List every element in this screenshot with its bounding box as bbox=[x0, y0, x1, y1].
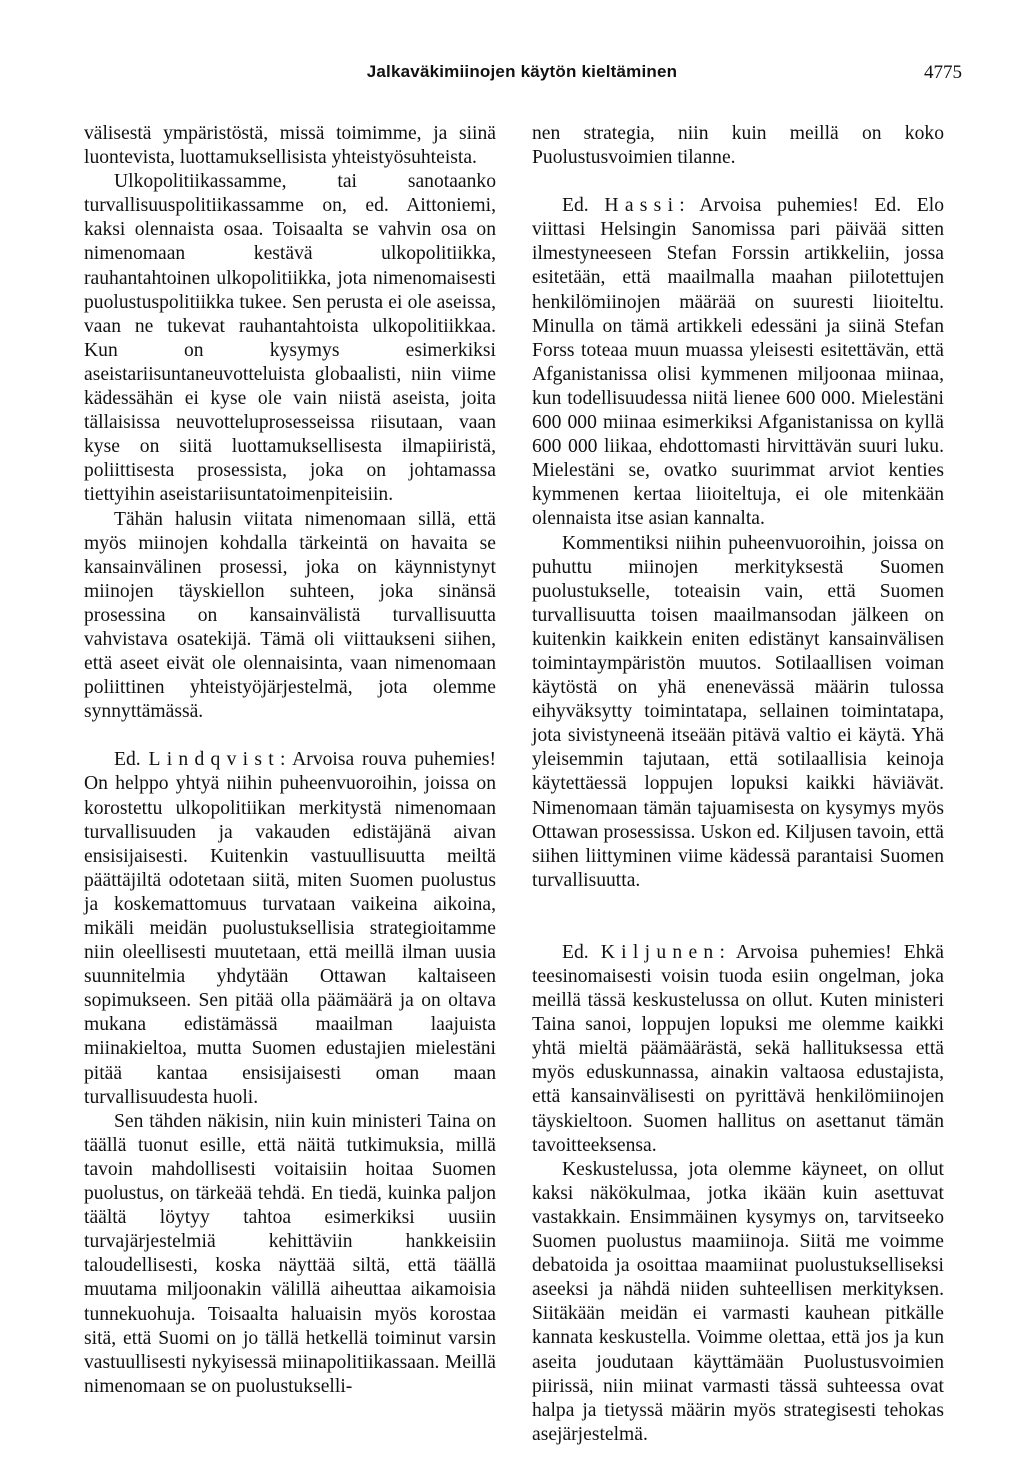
speaker-name: Hassi bbox=[604, 195, 680, 217]
paragraph: Ulkopolitiikassamme, tai sanotaanko turvallisuuspolitiikassamme on, ed. Aittoniemi, kaksi olennaista osaa. Toisaalta se vahvin osa on nimenomaan kestävä ulkopolitiikka, rauhantahtoinen ulkopolitiikka, jota nimenomaisesti puolustuspolitiikka tukee. Sen perusta ei ole aseissa, vaan ne tukevat rauhantahtoista ulkopolitiikkaa. Kun on kysymys esimerkiksi aseistariisuntaneuvotteluista globaalisti, niin viime kädessähän ei kyse ole vain niistä aseista, joita tällaisissa neuvotteluprosesseissa riisutaan, vaan kyse on siitä luottamuksellisesta ilmapiiristä, poliittisesta prosessista, joka on johtamassa tiettyihin aseistariisuntatoimenpiteisiin. bbox=[84, 171, 496, 506]
running-header bbox=[82, 62, 962, 88]
speech-paragraph bbox=[532, 941, 944, 1158]
paragraph: Sen tähden näkisin, niin kuin ministeri Taina on täällä tuonut esille, että näitä tutkimuksia, millä tavoin mahdollisesti voitaisiin hoitaa Suomen puolustus, on tärkeää tehdä. En tiedä, kuinka paljon täältä löytyy tahtoa esimerkiksi uusiin turvajärjestelmiä kehittäviin hankkeisiin taloudellisesti, koska näyttää siltä, että täällä muutama miljoonakin välillä aiheuttaa aikamoisia tunnekuohuja. Toisaalta haluaisin myös korostaa sitä, että Suomi on jo tällä hetkellä toiminut varsin vastuullisesti nykyisessä miinapolitiikassaan. Meillä nimenomaan se on puolustukselli- bbox=[84, 1110, 496, 1397]
speech-text: : Arvoisa puhemies! Ed. Elo viittasi Helsingin Sanomissa pari päivää sitten ilmestyneeseen Stefan Forssin artikkeliin, jossa esitetään, että maailmalla maahan piilotettujen henkilömiinojen määrää on suuresti liioiteltu. Minulla on tämä artikkeli edessäni ja siinä Stefan Forss toteaa muun muassa yleisesti esitettävän, että Afganistanissa olisi kymmenen miljoonaa miinaa, kun todellisuudessa niitä lienee 600 000. Mielestäni 600 000 miinaa esimerkiksi Afganistanissa on kyllä 600 000 liikaa, ehdottomasti hirvittävän suuri luku. Mielestäni se, ovatko suurimmat arviot kenties kymmenen kertaa liioiteltuja, ei ole mitenkään olennaista itse asian kannalta. bbox=[532, 195, 945, 530]
right-column bbox=[532, 122, 944, 1447]
paragraph: nen strategia, niin kuin meillä on koko Puolustusvoimien tilanne. bbox=[532, 123, 944, 169]
page-number: 4775 bbox=[924, 62, 962, 83]
speaker-name: Lindqvist bbox=[148, 749, 281, 771]
speech-prefix: Ed. bbox=[114, 749, 141, 771]
paragraph: Tähän halusin viitata nimenomaan sillä, että myös miinojen kohdalla tärkeintä on havaita se kansainvälinen prosessi, joka on käynnistynyt miinojen täyskiellon suhteen, joka sinänsä prosessina on kansainvälistä turvallisuutta vahvistava osatekijä. Tämä oli viittaukseni siihen, että aseet eivät ole olennaisinta, vaan nimenomaan poliittinen yhteistyöjärjestelmä, jota olemme synnyttämässä. bbox=[84, 508, 496, 723]
speech-paragraph bbox=[84, 748, 496, 1109]
paragraph: välisestä ympäristöstä, missä toimimme, ja siinä luontevista, luottamuksellisista yhteistyösuhteista. bbox=[84, 123, 496, 169]
paragraph: Kommentiksi niihin puheenvuoroihin, joissa on puhuttu miinojen merkityksestä Suomen puolustukselle, toteaisin vain, että Suomen turvallisuutta toisen maailmansodan jälkeen on kuitenkin kaikkein eniten edistänyt kansainvälisen toimintaympäristön muutos. Sotilaallisen voiman käytöstä on yhä enenevässä määrin tulossa eihyväksytty toimintatapa, sellainen toimintatapa, jota sivistyneenä itseään pitävä valtio ei käytä. Yhä yleisemmin tajutaan, että sotilaallisia keinoja käytettäessä loppujen lopuksi kaikki häviävät. Nimenomaan tämän tajuamisesta on kysymys myös Ottawan prosessissa. Uskon ed. Kiljusen tavoin, että siihen liittyminen viime kädessä parantaisi Suomen turvallisuutta. bbox=[532, 532, 944, 891]
speech-text: : Arvoisa rouva puhemies! On helppo yhtyä niihin puheenvuoroihin, joissa on korostettu ulkopolitiikan merkitystä nimenomaan turvallisuuden ja vakauden edistäjänä aivan ensisijaisesti. Kuitenkin vastuullisuutta meiltä päättäjiltä odotetaan siitä, miten Suomen puolustus ja koskemattomuus turvataan vaikeina aikoina, mikäli meidän puolustuksellisia strategioitamme niin oleellisesti muutetaan, että meillä ilman uusia suunnitelmia yhdytään Ottawan kaltaiseen sopimukseen. Sen pitää olla päämäärä ja on oltava mukana edistämässä maailman laajuista miinakieltoa, mutta Suomen edustajien mielestäni pitää kantaa ensisijaisesti oman maan turvallisuudesta huoli. bbox=[84, 749, 496, 1108]
speech-prefix: Ed. bbox=[562, 195, 589, 217]
speech-text: : Arvoisa puhemies! Ehkä teesinomaisesti voisin tuoda esiin ongelman, joka meillä tässä keskustelussa on ollut. Kuten ministeri Taina sanoi, loppujen lopuksi me olemme kaikki yhtä mieltä päämäärästä, sekä hallituksessa että myös eduskunnassa, ainakin valtaosa edustajista, että kansainvälisesti on pyrittävä henkilömiinojen täyskieltoon. Suomen hallitus on asettanut tämän tavoitteeksensa. bbox=[532, 941, 944, 1156]
speech-paragraph bbox=[532, 194, 944, 531]
speech-prefix: Ed. bbox=[562, 941, 589, 963]
running-title: Jalkaväkimiinojen käytön kieltäminen bbox=[366, 62, 678, 81]
speaker-name: Kiljunen bbox=[600, 941, 720, 963]
left-column bbox=[84, 122, 496, 1399]
paragraph: Keskustelussa, jota olemme käyneet, on ollut kaksi näkökulmaa, jotka ikään kuin asettuvat vastakkain. Ensimmäinen kysymys on, tarvitseeko Suomen puolustus maamiinoja. Siitä me voimme debatoida ja osoittaa maamiinat puolustukselliseksi aseeksi ja nähdä niiden suhteellisen merkityksen. Siitäkään meidän ei varmasti kauhean pitkälle kannata keskustella. Voimme olettaa, että jos ja kun aseita joudutaan käyttämään Puolustusvoimien piirissä, niin miinat varmasti tässä suhteessa ovat halpa ja tietyssä määrin myös strategisesti tehokas asejärjestelmä. bbox=[532, 1158, 944, 1445]
